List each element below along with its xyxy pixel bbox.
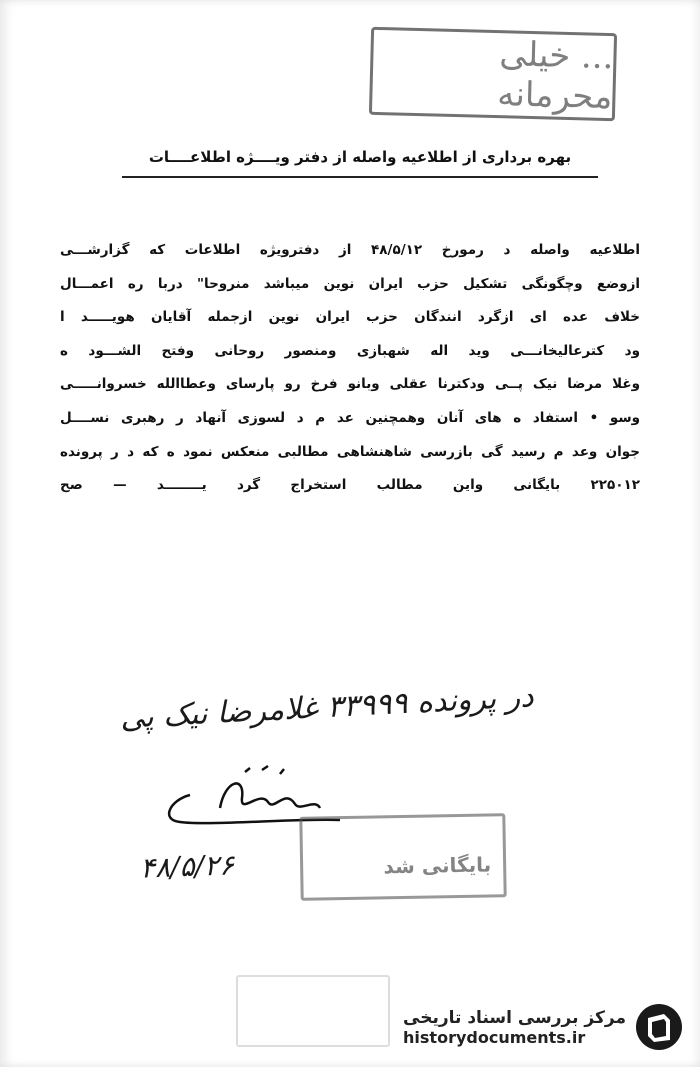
document-title: بهره برداری از اطلاعیه واصله از دفتر ویــــژه اطلاعــــات xyxy=(148,148,572,166)
handwritten-date: ۴۸/۵/۲۶ xyxy=(139,848,235,885)
body-line: ازوضع وچگونگی تشکیل حزب ایران نوین میباشد منروحا" دربا ره اعمـــال xyxy=(60,275,640,292)
body-line: اطلاعیه واصله د رمورخ ۴۸/۵/۱۲ از دفترویژه اطلاعات که گزارشـــی xyxy=(60,242,640,258)
watermark-persian: مرکز بررسی اسناد تاریخی xyxy=(403,1007,626,1028)
body-line: وسو • استفاد ه های آنان وهمچنین عد م د لسوزی آنهاد ر رهبری نســــل xyxy=(60,409,640,426)
handwritten-file-note: در پرونده ۳۳۹۹۹ غلامرضا نیک پی xyxy=(119,679,535,736)
archive-stamp xyxy=(299,813,506,901)
watermark-url: historydocuments.ir xyxy=(403,1027,586,1047)
faint-stamp-box xyxy=(236,975,390,1047)
body-line: ۲۲۵۰۱۲ بایگانی واین مطالب استخراج گرد یــــــــد — صح xyxy=(60,477,640,494)
body-line: خلاف عده ای ازگرد انندگان حزب ایران نوین ازجمله آقایان هویـــــد ا xyxy=(60,309,640,326)
body-line: وغلا مرضا نیک پــی ودکترنا عقلی وبانو فرخ رو پارسای وعطاالله خسروانـــــی xyxy=(60,376,640,393)
classification-stamp xyxy=(369,27,617,121)
body-line: ود کترعالیخانـــی وید اله شهبازی ومنصور روحانی وفتح الشـــود ه xyxy=(60,342,640,359)
title-underline xyxy=(122,176,598,178)
archive-stamp-text: بایگانی شد xyxy=(383,852,492,879)
body-line: جوان وعد م رسید گی بازرسی شاهنشاهی مطالبی منعکس نمود ه که د ر پرونده xyxy=(60,443,640,460)
watermark-text xyxy=(403,1008,626,1047)
archive-logo-icon xyxy=(634,1002,684,1052)
watermark xyxy=(384,1000,684,1054)
classification-stamp-text: ... خیلی محرمانه xyxy=(496,34,615,118)
document-body xyxy=(60,234,640,503)
